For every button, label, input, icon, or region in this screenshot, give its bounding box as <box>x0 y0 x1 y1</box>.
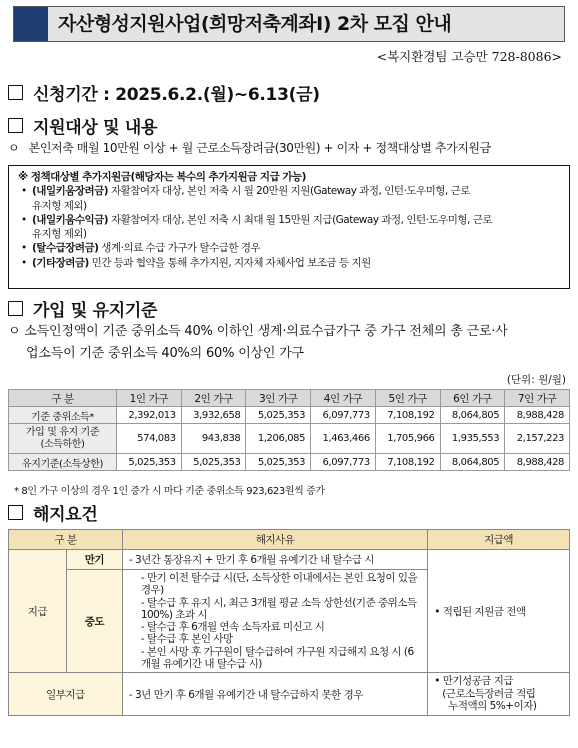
row-label: 중도 <box>66 570 122 673</box>
square-bullet-icon <box>8 301 23 316</box>
table-cell: 6,097,773 <box>311 407 376 424</box>
table-cell: 3,932,658 <box>181 407 246 424</box>
table-row <box>9 673 570 716</box>
row-label: 일부지급 <box>9 673 123 716</box>
square-bullet-icon <box>8 118 23 133</box>
column-header: 지급액 <box>428 530 570 550</box>
column-header: 1인 가구 <box>117 390 182 407</box>
note-term: (내일키움장려금) <box>32 185 109 198</box>
note-text-cont: 유지형 제외) <box>32 228 87 241</box>
section-termination <box>8 500 98 525</box>
list-item: - 탈수급 후 유지 시, 최근 3개월 평균 소득 상한선(기준 중위소득 100%) 초과 시 <box>140 596 417 621</box>
table-cell: 1,463,466 <box>311 424 376 454</box>
table-cell: 7,108,192 <box>375 454 440 471</box>
note-item <box>18 241 560 255</box>
table-cell: 2,157,223 <box>505 424 570 454</box>
circle-bullet: ㅇ <box>8 324 21 339</box>
table-cell: 8,064,805 <box>440 407 505 424</box>
table-cell: 7,108,192 <box>375 407 440 424</box>
table-cell: 1,935,553 <box>440 424 505 454</box>
column-header: 해지사유 <box>122 530 427 550</box>
payment-line: • 만기성공금 지급 <box>434 675 514 688</box>
support-summary-text: 본인저축 매월 10만원 이상 + 월 근로소득장려금(30만원) + 이자 + 정책대상별 추가지원금 <box>28 141 491 155</box>
circle-bullet: ㅇ <box>8 141 20 155</box>
list-item: - 본인 사망 후 가구원이 탈수급하여 가구원 지급해지 요청 시 (6개월 유예기간 내 탈수급 시) <box>140 645 414 671</box>
list-item: - 탈수급 후 본인 사망 <box>140 633 233 646</box>
note-text: 자활참여자 대상, 본인 저축 시 최대 월 15만원 지급(Gateway 과정, 인턴·도우미형, 근로 <box>108 213 492 226</box>
support-summary <box>8 139 491 156</box>
table-footnote: * 8인 가구 이상의 경우 1인 증가 시 마다 기준 중위소득 923,623원씩 증가 <box>14 486 325 497</box>
note-text-cont: 유지형 제외) <box>32 199 87 212</box>
table-cell: 8,988,428 <box>505 407 570 424</box>
table-cell: 5,025,353 <box>246 454 311 471</box>
table-header-row <box>9 390 570 407</box>
title-accent-bar <box>14 7 48 41</box>
table-row <box>9 407 570 424</box>
table-cell: 1,206,085 <box>246 424 311 454</box>
column-header: 5인 가구 <box>375 390 440 407</box>
table-cell: 1,705,966 <box>375 424 440 454</box>
list-item: - 탈수급 후 6개월 연속 소득자료 미신고 시 <box>140 621 325 634</box>
table-header-row <box>9 530 570 550</box>
table-row <box>9 424 570 454</box>
list-item: - 만기 이전 탈수급 시(단, 소득상한 이내에서는 본인 요청이 있을 경우) <box>140 572 418 597</box>
row-label-line1: 가입 및 유지 기준 <box>25 426 100 438</box>
row-label: 기준 중위소득* <box>9 407 117 424</box>
table-cell: 574,083 <box>117 424 182 454</box>
row-group-label: 지급 <box>9 550 67 673</box>
note-item <box>18 256 560 270</box>
column-header: 7인 가구 <box>505 390 570 407</box>
bullet-dot: • <box>21 242 27 255</box>
table-cell <box>122 570 427 673</box>
row-label-line2: (소득하한) <box>40 438 85 450</box>
payment-line: (근로소득장려금 적립 <box>442 687 536 700</box>
note-text: 자활참여자 대상, 본인 저축 시 월 20만원 지원(Gateway 과정, 인턴·도우미형, 근로 <box>108 185 470 198</box>
column-header: 구 분 <box>9 390 117 407</box>
note-term: (기타장려금) <box>32 256 89 269</box>
table-cell: 2,392,013 <box>117 407 182 424</box>
row-label: 만기 <box>66 550 122 570</box>
note-text: 생계·의료 수급 가구가 탈수급한 경우 <box>98 242 261 255</box>
column-header: 2인 가구 <box>181 390 246 407</box>
title-banner <box>13 6 565 42</box>
section-eligibility <box>8 296 157 321</box>
contact-info: <복지환경팀 고승만 728-8086> <box>376 49 562 64</box>
note-term: (내일키움수익금) <box>32 213 109 226</box>
eligibility-line2: 업소득이 기준 중위소득 40%의 60% 이상인 가구 <box>26 346 304 361</box>
table-cell: 5,025,353 <box>246 407 311 424</box>
row-label: 유지기준(소득상한) <box>9 454 117 471</box>
row-label <box>9 424 117 454</box>
note-term: (탈수급장려금) <box>32 242 99 255</box>
additional-support-note <box>8 165 570 289</box>
unit-label: (단위: 원/월) <box>506 374 566 386</box>
table-row <box>9 454 570 471</box>
table-cell: 5,025,353 <box>117 454 182 471</box>
square-bullet-icon <box>8 505 23 520</box>
table-cell <box>428 673 570 716</box>
bullet-dot: • <box>21 213 27 226</box>
square-bullet-icon <box>8 85 23 100</box>
column-header: 3인 가구 <box>246 390 311 407</box>
section-period <box>8 80 320 105</box>
table-cell: 6,097,773 <box>311 454 376 471</box>
table-cell: 8,064,805 <box>440 454 505 471</box>
table-cell: - 3년 만기 후 6개월 유예기간 내 탈수급하지 못한 경우 <box>122 673 427 716</box>
eligibility-line1: 소득인정액이 기준 중위소득 40% 이하인 생계·의료수급가구 중 가구 전체의 총 근로·사 <box>24 324 508 339</box>
eligibility-description <box>8 321 568 365</box>
column-header: 4인 가구 <box>311 390 376 407</box>
column-header: 6인 가구 <box>440 390 505 407</box>
table-cell: 943,838 <box>181 424 246 454</box>
page-title: 자산형성지원사업(희망저축계좌Ⅰ) 2차 모집 안내 <box>58 13 452 35</box>
payment-line: 누적액의 5%+이자) <box>448 700 537 713</box>
column-header: 구 분 <box>9 530 123 550</box>
income-standard-table <box>8 389 570 471</box>
bullet-dot: • <box>21 256 27 269</box>
bullet-dot: • <box>21 185 27 198</box>
table-cell: • 적립된 지원금 전액 <box>428 550 570 673</box>
table-row <box>9 550 570 570</box>
table-cell: 8,988,428 <box>505 454 570 471</box>
support-heading: 지원대상 및 내용 <box>33 118 158 138</box>
termination-heading: 해지요건 <box>33 505 98 525</box>
table-cell: - 3년간 통장유지 + 만기 후 6개월 유예기간 내 탈수급 시 <box>122 550 427 570</box>
eligibility-heading: 가입 및 유지기준 <box>33 301 158 321</box>
note-item <box>18 213 560 242</box>
note-item <box>18 184 560 213</box>
termination-table <box>8 529 570 716</box>
note-text: 민간 등과 협약을 통해 추가지원, 지자체 자체사업 보조금 등 지원 <box>88 256 371 269</box>
table-cell: 5,025,353 <box>181 454 246 471</box>
section-support <box>8 113 157 138</box>
period-heading: 신청기간 : 2025.6.2.(월)~6.13(금) <box>33 85 320 105</box>
note-header: ※ 정책대상별 추가지원금(해당자는 복수의 추가지원금 지급 가능) <box>18 171 306 183</box>
